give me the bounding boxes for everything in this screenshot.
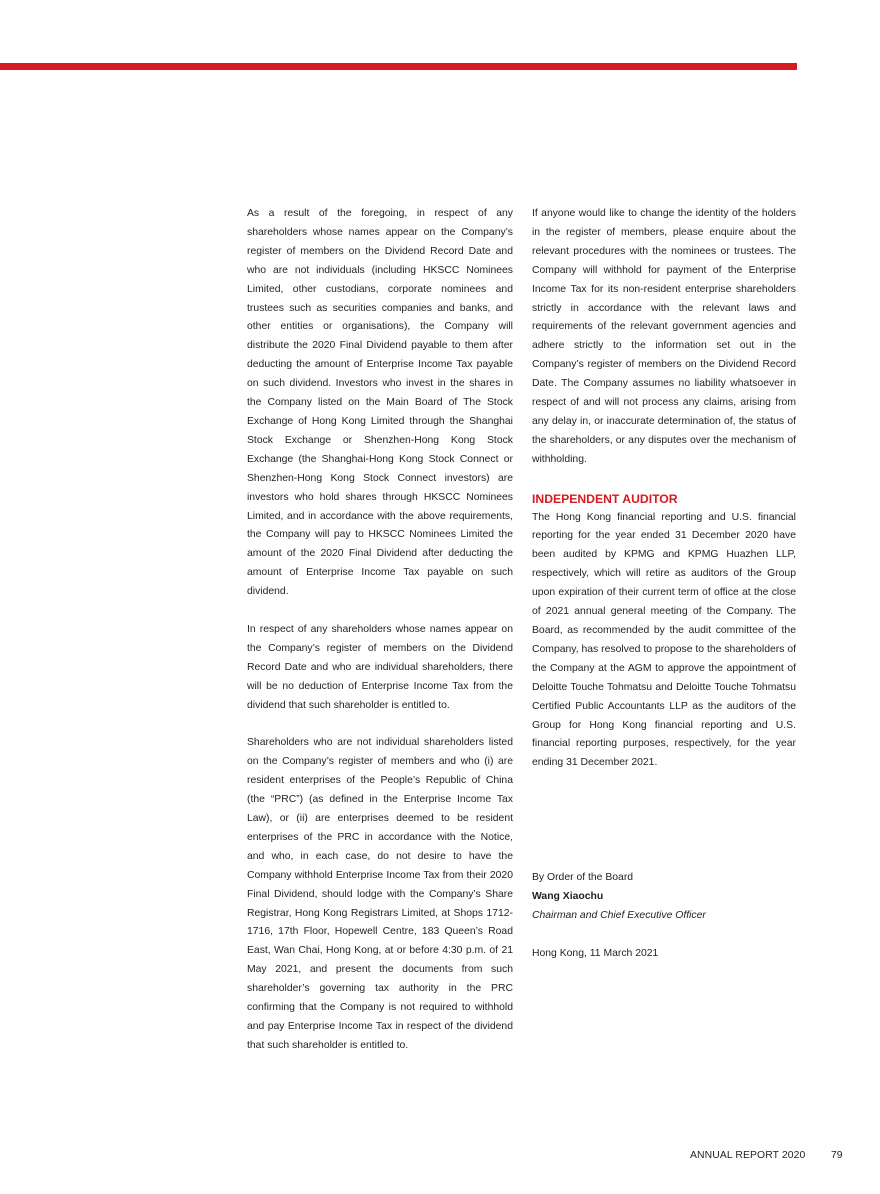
footer-report-label: ANNUAL REPORT 2020 <box>690 1150 806 1161</box>
paragraph-change-identity: If anyone would like to change the identity of the holders in the register of members, please enquire about the relevant procedures with the nominees or trustees. The Company will withhold for payment of the Enterprise Income Tax for its non-resident enterprise shareholders strictly in accordance with the relevant laws and requirements of the relevant government agencies and adhere strictly to the information set out in the Company’s register of members on the Dividend Record Date. The Company assumes no liability whatsoever in respect of and will not process any claims, arising from any delay in, or inaccurate determination of, the status of the shareholders, or any disputes over the mechanism of withholding. <box>532 208 796 465</box>
page-number: 79 <box>831 1150 843 1161</box>
paragraph-auditor: The Hong Kong financial reporting and U.S. financial reporting for the year ended 31 December 2020 have been audited by KPMG and KPMG Huazhen LLP, respectively, which will retire as auditors of the Group upon expiration of their current term of office at the close of 2021 annual general meeting of the Company. The Board, as recommended by the audit committee of the Company, has resolved to propose to the shareholders of the Company at the AGM to approve the appointment of Deloitte Touche Tohmatsu and Deloitte Touche Tohmatsu Certified Public Accountants LLP as the auditors of the Group for Hong Kong financial reporting and U.S. financial reporting purposes, respectively, for the year ending 31 December 2021. <box>532 511 796 769</box>
paragraph-resident-enterprises: Shareholders who are not individual shareholders listed on the Company’s register of members and who (i) are resident enterprises of the People’s Republic of China (the “PRC”) (as defined in the Enterprise Income Tax Law), or (ii) are enterprises deemed to be resident enterprises of the PRC in accordance with the Notice, and who, in each case, do not desire to have the Company withhold Enterprise Income Tax from their 2020 Final Dividend, should lodge with the Company’s Share Registrar, Hong Kong Registrars Limited, at Shops 1712-1716, 17th Floor, Hopewell Centre, 183 Queen’s Road East, Wan Chai, Hong Kong, at or before 4:30 p.m. of 21 May 2021, and present the documents from such shareholder’s governing tax authority in the PRC confirming that the Company is not required to withhold and pay Enterprise Income Tax in respect of the dividend that such shareholder is entitled to. <box>247 737 513 1051</box>
place-and-date: Hong Kong, 11 March 2021 <box>532 948 659 959</box>
signatory-name: Wang Xiaochu <box>532 891 604 902</box>
signatory-title: Chairman and Chief Executive Officer <box>532 910 706 921</box>
paragraph-individual-shareholders: In respect of any shareholders whose names appear on the Company’s register of members on the Dividend Record Date and who are individual shareholders, there will be no deduction of Enterprise Income Tax from the dividend that such shareholder is entitled to. <box>247 623 513 711</box>
signature-block <box>532 868 706 963</box>
top-accent-bar <box>0 63 797 70</box>
paragraph-withholding-non-individual: As a result of the foregoing, in respect of any shareholders whose names appear on the Company’s register of members on the Dividend Record Date and who are not individuals (including HKSCC Nominees Limited, other custodians, corporate nominees and trustees such as securities companies and banks, and other entities or organisations), the Company will distribute the 2020 Final Dividend payable to them after deducting the amount of Enterprise Income Tax payable on such dividend. Investors who invest in the shares in the Company listed on the Main Board of The Stock Exchange of Hong Kong Limited through the Shanghai Stock Exchange or Shenzhen-Hong Kong Stock Exchange (the Shanghai-Hong Kong Stock Connect or Shenzhen-Hong Kong Stock Connect investors) are investors who hold shares through HKSCC Nominees Limited, and in accordance with the above requirements, the Company will pay to HKSCC Nominees Limited the amount of the 2020 Final Dividend after deducting the amount of Enterprise Income Tax payable on such dividend. <box>247 208 513 598</box>
left-text-column <box>247 205 513 1075</box>
right-text-column <box>532 205 796 792</box>
section-heading-independent-auditor: INDEPENDENT AUDITOR <box>532 491 678 506</box>
by-order-line: By Order of the Board <box>532 872 634 883</box>
